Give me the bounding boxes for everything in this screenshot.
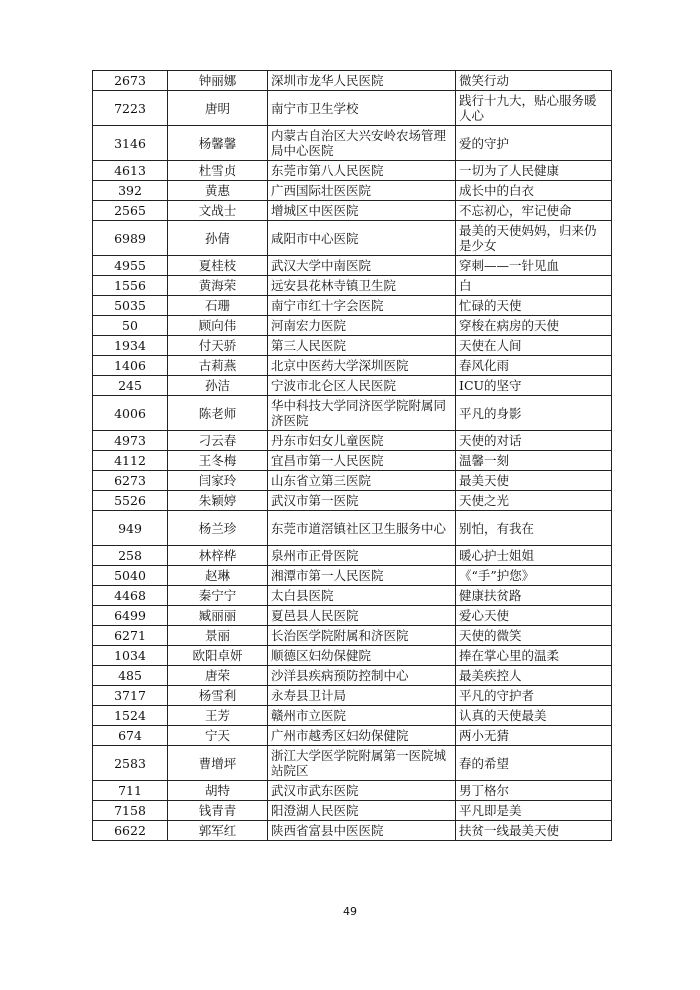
entry-title: 白 [456, 276, 612, 296]
entry-title: 春的希望 [456, 746, 612, 781]
table-row [93, 396, 612, 431]
entry-organization: 夏邑县人民医院 [268, 606, 456, 626]
entry-id: 6622 [93, 821, 168, 841]
table-row [93, 431, 612, 451]
entry-title: 别怕，有我在 [456, 511, 612, 546]
table-row [93, 821, 612, 841]
entry-title: 天使的微笑 [456, 626, 612, 646]
entry-title: 穿梭在病房的天使 [456, 316, 612, 336]
entry-organization: 第三人民医院 [268, 336, 456, 356]
entry-title: 天使的对话 [456, 431, 612, 451]
entry-name: 唐明 [168, 91, 268, 126]
entry-id: 4006 [93, 396, 168, 431]
table-row [93, 586, 612, 606]
entry-title: 最美疾控人 [456, 666, 612, 686]
table-row [93, 356, 612, 376]
entry-title: 捧在掌心里的温柔 [456, 646, 612, 666]
entry-id: 949 [93, 511, 168, 546]
entry-name: 杨兰珍 [168, 511, 268, 546]
entry-organization: 咸阳市中心医院 [268, 221, 456, 256]
entry-name: 欧阳卓妍 [168, 646, 268, 666]
entry-organization: 武汉大学中南医院 [268, 256, 456, 276]
entry-organization: 广州市越秀区妇幼保健院 [268, 726, 456, 746]
entry-organization: 远安县花林寺镇卫生院 [268, 276, 456, 296]
entry-id: 1934 [93, 336, 168, 356]
entry-organization: 丹东市妇女儿童医院 [268, 431, 456, 451]
entry-id: 2583 [93, 746, 168, 781]
entry-title: 两小无猜 [456, 726, 612, 746]
entry-title: 微笑行动 [456, 71, 612, 91]
entry-id: 674 [93, 726, 168, 746]
entry-name: 陈老师 [168, 396, 268, 431]
entry-organization: 北京中医药大学深圳医院 [268, 356, 456, 376]
table-row [93, 726, 612, 746]
entry-organization: 南宁市卫生学校 [268, 91, 456, 126]
table-row [93, 296, 612, 316]
entry-id: 3146 [93, 126, 168, 161]
entry-title: 温馨一刻 [456, 451, 612, 471]
entry-organization: 山东省立第三医院 [268, 471, 456, 491]
table-row [93, 126, 612, 161]
entry-title: 天使之光 [456, 491, 612, 511]
entry-name: 景丽 [168, 626, 268, 646]
table-row [93, 781, 612, 801]
entry-organization: 赣州市立医院 [268, 706, 456, 726]
entry-organization: 深圳市龙华人民医院 [268, 71, 456, 91]
table-row [93, 91, 612, 126]
table-row [93, 336, 612, 356]
entry-id: 7158 [93, 801, 168, 821]
entry-name: 臧丽丽 [168, 606, 268, 626]
entry-organization: 湘潭市第一人民医院 [268, 566, 456, 586]
table-row [93, 511, 612, 546]
entry-organization: 武汉市武东医院 [268, 781, 456, 801]
entry-organization: 广西国际壮医医院 [268, 181, 456, 201]
entry-title: 春风化雨 [456, 356, 612, 376]
entry-name: 郭军红 [168, 821, 268, 841]
entry-title: 健康扶贫路 [456, 586, 612, 606]
table-row [93, 686, 612, 706]
table-row [93, 746, 612, 781]
entry-id: 50 [93, 316, 168, 336]
table-row [93, 161, 612, 181]
entry-organization: 太白县医院 [268, 586, 456, 606]
entry-name: 刁云春 [168, 431, 268, 451]
entry-title: 扶贫一线最美天使 [456, 821, 612, 841]
entry-name: 石珊 [168, 296, 268, 316]
entry-name: 王芳 [168, 706, 268, 726]
entry-id: 2673 [93, 71, 168, 91]
table-row [93, 181, 612, 201]
entry-title: 践行十九大，贴心服务暖人心 [456, 91, 612, 126]
entry-id: 5526 [93, 491, 168, 511]
entry-id: 4955 [93, 256, 168, 276]
table-row [93, 666, 612, 686]
table-row [93, 491, 612, 511]
entry-id: 6499 [93, 606, 168, 626]
entry-name: 林梓桦 [168, 546, 268, 566]
entry-title: 爱心天使 [456, 606, 612, 626]
entry-id: 4973 [93, 431, 168, 451]
entry-title: 男丁格尔 [456, 781, 612, 801]
entry-organization: 南宁市红十字会医院 [268, 296, 456, 316]
entry-title: 忙碌的天使 [456, 296, 612, 316]
table-row [93, 316, 612, 336]
entry-name: 黄海荣 [168, 276, 268, 296]
entry-title: 最美天使 [456, 471, 612, 491]
entry-id: 2565 [93, 201, 168, 221]
entry-organization: 顺德区妇幼保健院 [268, 646, 456, 666]
entry-title: 爱的守护 [456, 126, 612, 161]
entry-organization: 宜昌市第一人民医院 [268, 451, 456, 471]
entry-id: 4468 [93, 586, 168, 606]
entry-name: 黄惠 [168, 181, 268, 201]
entry-id: 4613 [93, 161, 168, 181]
entry-organization: 华中科技大学同济医学院附属同济医院 [268, 396, 456, 431]
entry-organization: 长治医学院附属和济医院 [268, 626, 456, 646]
entry-organization: 东莞市道滘镇社区卫生服务中心 [268, 511, 456, 546]
entry-title: 暖心护士姐姐 [456, 546, 612, 566]
entry-organization: 沙洋县疾病预防控制中心 [268, 666, 456, 686]
entry-title: 认真的天使最美 [456, 706, 612, 726]
entry-title: 不忘初心，牢记使命 [456, 201, 612, 221]
entry-name: 付天骄 [168, 336, 268, 356]
entry-organization: 武汉市第一医院 [268, 491, 456, 511]
table-row [93, 566, 612, 586]
table-row [93, 801, 612, 821]
entry-name: 唐荣 [168, 666, 268, 686]
entry-id: 7223 [93, 91, 168, 126]
entry-name: 夏桂枝 [168, 256, 268, 276]
entry-id: 258 [93, 546, 168, 566]
entry-name: 宁天 [168, 726, 268, 746]
table-row [93, 256, 612, 276]
entry-title: ICU的坚守 [456, 376, 612, 396]
entry-id: 1524 [93, 706, 168, 726]
entry-id: 1406 [93, 356, 168, 376]
entry-title: 天使在人间 [456, 336, 612, 356]
entry-name: 文战士 [168, 201, 268, 221]
entry-organization: 东莞市第八人民医院 [268, 161, 456, 181]
entry-name: 古莉燕 [168, 356, 268, 376]
entry-name: 钱青青 [168, 801, 268, 821]
entry-title: 平凡的身影 [456, 396, 612, 431]
entry-title: 《“手”护您》 [456, 566, 612, 586]
entry-name: 秦宁宁 [168, 586, 268, 606]
entry-id: 6273 [93, 471, 168, 491]
entry-organization: 泉州市正骨医院 [268, 546, 456, 566]
table-row [93, 376, 612, 396]
entry-name: 钟丽娜 [168, 71, 268, 91]
entry-name: 胡特 [168, 781, 268, 801]
entry-title: 成长中的白衣 [456, 181, 612, 201]
entry-title: 平凡的守护者 [456, 686, 612, 706]
table-row [93, 706, 612, 726]
table-row [93, 71, 612, 91]
entry-name: 孙倩 [168, 221, 268, 256]
entry-name: 杨雪利 [168, 686, 268, 706]
table-row [93, 221, 612, 256]
entry-name: 王冬梅 [168, 451, 268, 471]
entry-name: 闫家玲 [168, 471, 268, 491]
entry-id: 3717 [93, 686, 168, 706]
entry-id: 1556 [93, 276, 168, 296]
entry-id: 392 [93, 181, 168, 201]
entry-title: 平凡即是美 [456, 801, 612, 821]
entry-name: 曹增坪 [168, 746, 268, 781]
entry-name: 朱颖婷 [168, 491, 268, 511]
page-number: 49 [343, 905, 357, 918]
entry-name: 杨馨馨 [168, 126, 268, 161]
entry-organization: 河南宏力医院 [268, 316, 456, 336]
entry-organization: 内蒙古自治区大兴安岭农场管理局中心医院 [268, 126, 456, 161]
entry-title: 一切为了人民健康 [456, 161, 612, 181]
entry-name: 赵琳 [168, 566, 268, 586]
entry-name: 杜雪贞 [168, 161, 268, 181]
entries-table-body [93, 71, 612, 841]
entry-id: 1034 [93, 646, 168, 666]
entry-id: 485 [93, 666, 168, 686]
entry-id: 245 [93, 376, 168, 396]
entry-id: 5035 [93, 296, 168, 316]
table-row [93, 451, 612, 471]
entry-name: 孙洁 [168, 376, 268, 396]
entry-id: 711 [93, 781, 168, 801]
table-row [93, 201, 612, 221]
table-row [93, 626, 612, 646]
entry-title: 穿刺——一针见血 [456, 256, 612, 276]
entry-id: 6989 [93, 221, 168, 256]
entry-organization: 永寿县卫计局 [268, 686, 456, 706]
entry-organization: 浙江大学医学院附属第一医院城站院区 [268, 746, 456, 781]
entry-organization: 宁波市北仑区人民医院 [268, 376, 456, 396]
entries-table [92, 70, 612, 841]
entry-name: 顾向伟 [168, 316, 268, 336]
table-row [93, 471, 612, 491]
entry-id: 6271 [93, 626, 168, 646]
table-row [93, 276, 612, 296]
table-row [93, 646, 612, 666]
entry-organization: 阳澄湖人民医院 [268, 801, 456, 821]
entry-organization: 陕西省富县中医医院 [268, 821, 456, 841]
entry-id: 5040 [93, 566, 168, 586]
entry-organization: 增城区中医医院 [268, 201, 456, 221]
entry-title: 最美的天使妈妈，归来仍是少女 [456, 221, 612, 256]
table-row [93, 546, 612, 566]
table-row [93, 606, 612, 626]
entry-id: 4112 [93, 451, 168, 471]
